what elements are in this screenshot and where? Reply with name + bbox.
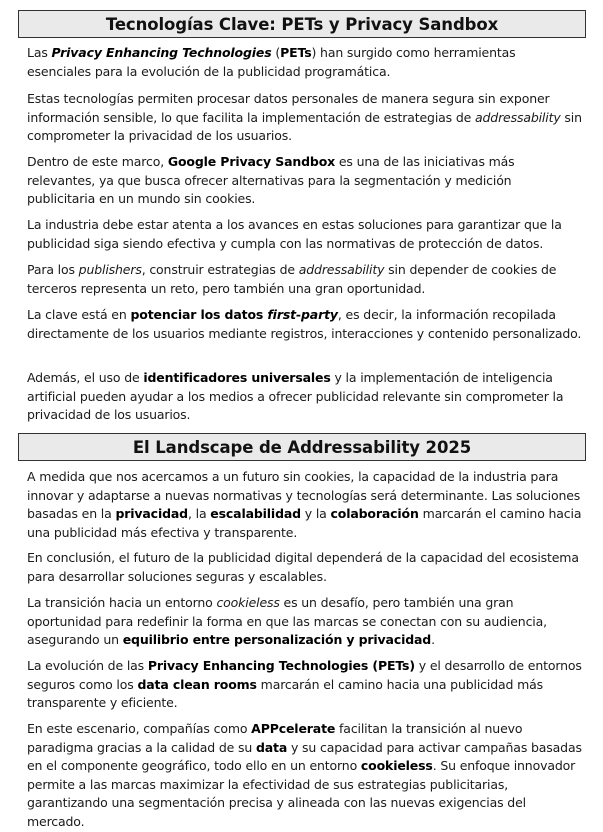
paragraph [27,216,583,253]
text-run: ) han surgido como herramientas esenciales para la evolución de la publicidad programática. [27,45,516,79]
text-run: sin comprometer la privacidad de los usuarios. [27,109,582,143]
text-run: La transición hacia un entorno [27,595,217,610]
text-run: marcarán el camino hacia una publicidad más efectiva y transparente. [27,506,582,540]
text-run: Para los [27,262,79,277]
text-run: Privacy Enhancing Technologies [51,45,272,60]
text-run: colaboración [330,506,419,521]
text-run: PETs [280,45,312,60]
text-run: cookieless [216,595,280,610]
text-run: data clean rooms [137,676,257,692]
text-run: facilitan la transición al nuevo paradigma gracias a la calidad de su [27,721,523,755]
text-run: y la implementación de inteligencia artificial pueden ayudar a los medios a ofrecer publicidad relevante sin comprometer la privacidad de los usuarios. [27,370,564,422]
section-title: Tecnologías Clave: PETs y Privacy Sandbox [105,14,499,34]
text-run: , la [187,506,211,521]
paragraph [27,657,583,713]
text-run: Estas tecnologías permiten procesar datos personales de manera segura sin exponer información sensible, lo que facilita la implementación de estrategias de [27,91,550,125]
text-run: equilibrio entre personalización y privacidad [122,632,432,647]
text-run: sin depender de cookies de terceros representa un reto, pero también una gran oportunidad. [27,262,557,296]
text-run: es un desafío, pero también una gran oportunidad para redefinir la forma en que las marcas se conectan con su audiencia, asegurando un [27,595,547,647]
section-title: El Landscape de Addressability 2025 [132,437,472,457]
section-header-technologies [18,10,586,38]
text-run: Privacy Enhancing Technologies (PETs) [147,658,415,673]
paragraph [27,261,583,298]
text-run: Las [27,45,52,60]
text-run: , construir estrategias de [141,262,299,277]
text-run: A medida que nos acercamos a un futuro sin cookies, la capacidad de la industria para innovar y adaptarse a nuevas normativas y tecnologías será determinante. Las soluciones basadas en la [27,469,581,521]
paragraph [27,720,583,831]
text-run: . Su enfoque innovador permite a las marcas maximizar la efectividad de sus estrategias publicitarias, garantizando una segmentación precisa y alineada con las nuevas exigencias del mercado. [27,758,576,829]
text-run: Dentro de este marco, [27,154,168,169]
text-run: es una de las iniciativas más relevantes, ya que busca ofrecer alternativas para la segmentación y medición publicitaria en un mundo sin cookies. [27,154,515,206]
text-run: En este escenario, compañías como [27,721,252,736]
text-run: La industria debe estar atenta a los avances en estas soluciones para garantizar que la publicidad siga siendo efectiva y cumpla con las normativas de protección de datos. [27,217,562,251]
text-run: Google Privacy Sandbox [167,154,336,169]
text-run [267,307,338,322]
text-run: publishers [78,262,142,277]
text-run: cookieless [360,758,433,773]
paragraph [27,594,583,650]
paragraph [27,468,583,542]
text-run: potenciar los datos [130,307,268,322]
section-header-landscape [18,433,586,461]
text-run: ( [271,45,281,60]
text-run: En conclusión, el futuro de la publicidad digital dependerá de la capacidad del ecosistema para desarrollar soluciones seguras y escalables. [27,550,579,584]
text-run [52,45,272,60]
paragraph [27,153,583,209]
text-run: addressability [298,262,385,277]
text-run: y el desarrollo de entornos seguros como los [27,658,582,692]
paragraph [27,369,583,425]
text-run: identificadores universales [143,370,331,385]
text-run: marcarán el camino hacia una publicidad más transparente y eficiente. [27,676,543,710]
paragraph [27,306,583,343]
text-run: y la [300,506,331,521]
text-run: escalabilidad [210,506,301,521]
text-run: Además, el uso de [27,370,144,385]
text-run: , es decir, la información recopilada directamente de los usuarios mediante registros, interacciones y contenido personalizado. [27,307,582,341]
text-run: La clave está en [27,307,131,322]
text-run: . [431,632,435,647]
paragraph [27,90,583,146]
text-run: y su capacidad para activar campañas basadas en el componente geográfico, todo ello en un entorno [27,739,582,773]
text-run: La evolución de las [27,658,148,673]
text-run: first-party [267,307,338,322]
text-run: data [255,739,288,755]
paragraph [27,44,583,81]
text-run: privacidad [115,506,188,521]
paragraph [27,549,583,586]
text-run: APPcelerate [251,721,336,736]
text-run: addressability [474,109,561,125]
